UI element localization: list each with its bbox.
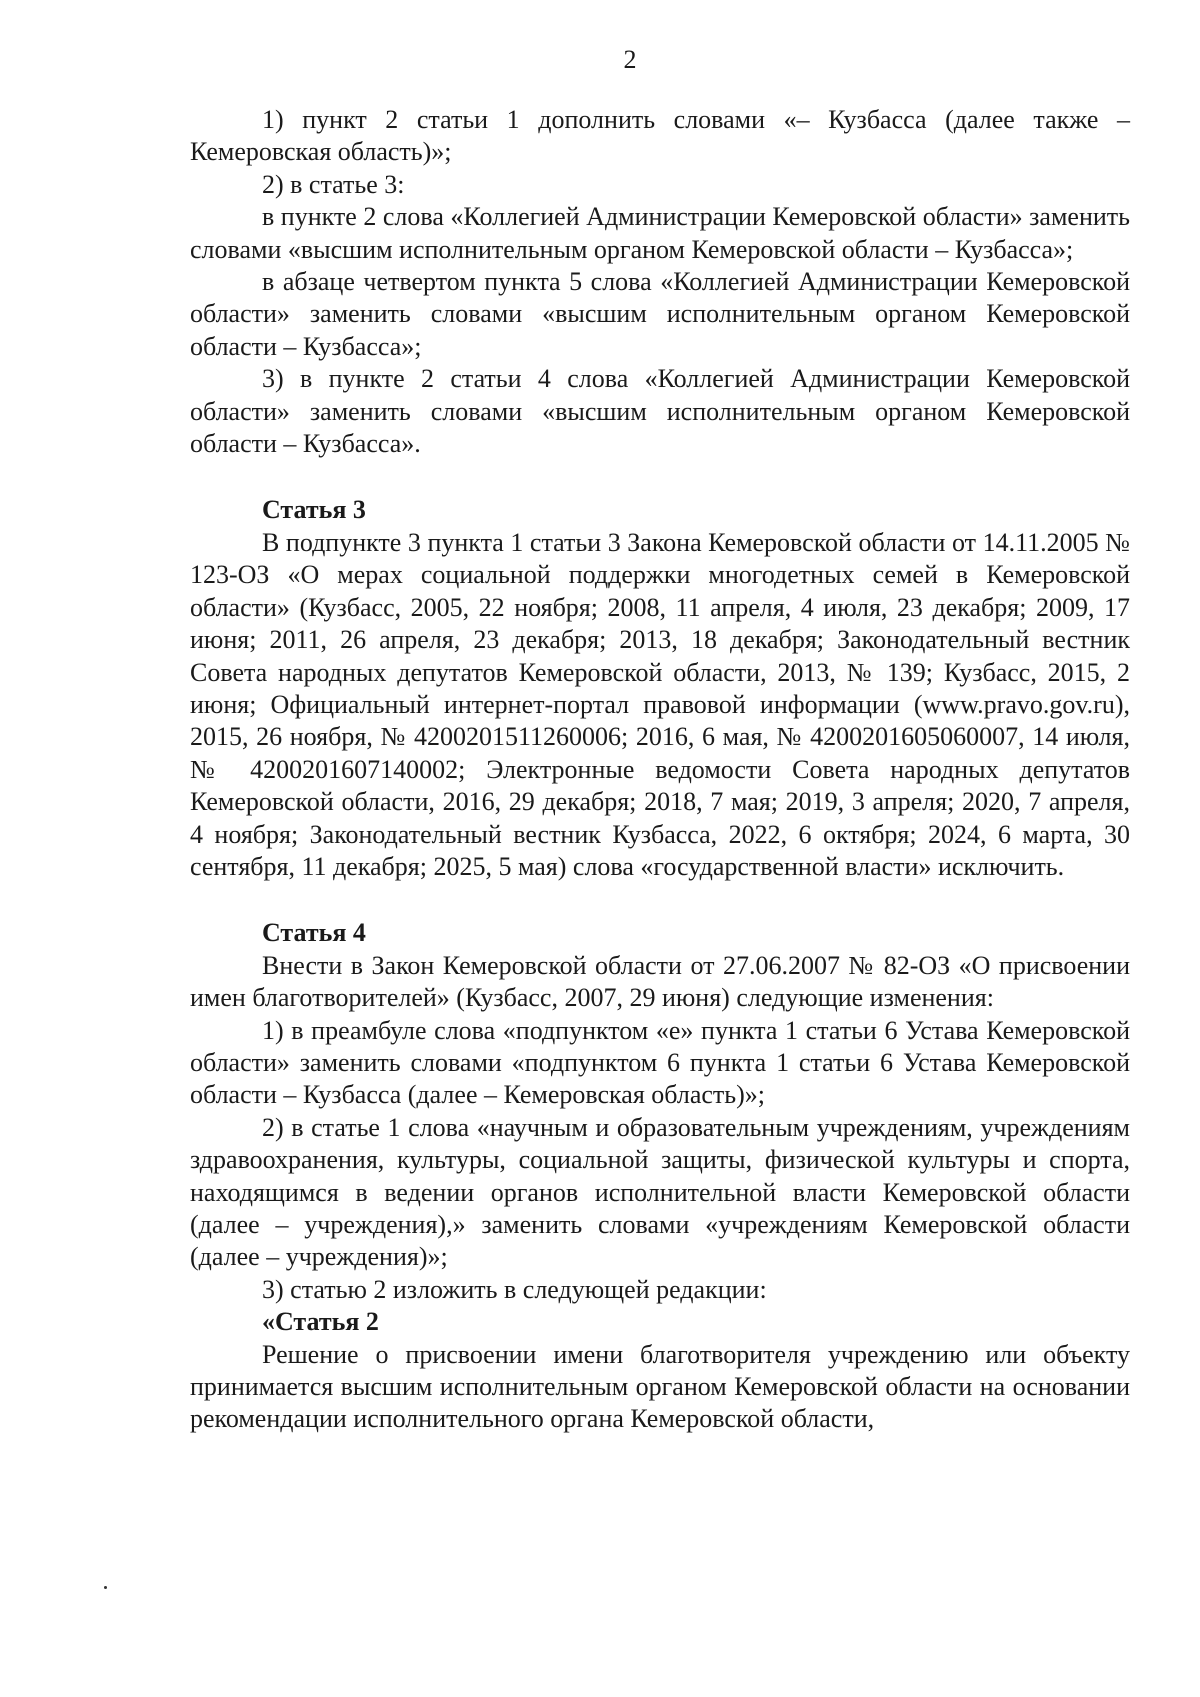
- paragraph: 2) в статье 1 слова «научным и образовательным учреждениям, учреждениям здравоохранения, культуры, социальной защиты, физической культуры и спорта, находящимся в ведении органов исполнительной власти Кемеровской области (далее – учреждения),» заменить словами «учреждениям Кемеровской области (далее – учреждения)»;: [190, 1112, 1130, 1272]
- paragraph: Внести в Закон Кемеровской области от 27.06.2007 № 82-ОЗ «О присвоении имен благотворителей» (Кузбасс, 2007, 29 июня) следующие изменения:: [190, 950, 1130, 1013]
- scan-speck: [104, 1586, 107, 1589]
- page-number: 2: [623, 45, 637, 74]
- paragraph: В подпункте 3 пункта 1 статьи 3 Закона Кемеровской области от 14.11.2005 № 123-ОЗ «О мерах социальной поддержки многодетных семей в Кемеровской области» (Кузбасс, 2005, 22 ноября; 2008, 11 апреля, 4 июля, 23 декабря; 2009, 17 июня; 2011, 26 апреля, 23 декабря; 2013, 18 декабря; Законодательный вестник Совета народных депутатов Кемеровской области, 2013, № 139; Кузбасс, 2015, 2 июня; Официальный интернет-портал правовой информации (www.pravo.gov.ru), 2015, 26 ноября, № 4200201511260006; 2016, 6 мая, № 4200201605060007, 14 июля, № 4200201607140002; Электронные ведомости Совета народных депутатов Кемеровской области, 2016, 29 декабря; 2018, 7 мая; 2019, 3 апреля; 2020, 7 апреля, 4 ноября; Законодательный вестник Кузбасса, 2022, 6 октября; 2024, 6 марта, 30 сентября, 11 декабря; 2025, 5 мая) слова «государственной власти» исключить.: [190, 527, 1130, 881]
- paragraph: 2) в статье 3:: [262, 169, 405, 199]
- paragraph: в абзаце четвертом пункта 5 слова «Коллегией Администрации Кемеровской области» заменить словами «высшим исполнительным органом Кемеровской области – Кузбасса»;: [190, 267, 1130, 361]
- article-heading: «Статья 2: [262, 1307, 379, 1337]
- paragraph: 3) статью 2 изложить в следующей редакции:: [262, 1274, 767, 1304]
- paragraph-gap: [190, 460, 1130, 494]
- paragraph: Решение о присвоении имени благотворителя учреждению или объекту принимается высшим исполнительным органом Кемеровской области на основании рекомендации исполнительного органа Кемеровской области,: [190, 1339, 1130, 1434]
- paragraph: в пункте 2 слова «Коллегией Администрации Кемеровской области» заменить словами «высшим исполнительным органом Кемеровской области – Кузбасса»;: [190, 202, 1130, 264]
- paragraph: 1) в преамбуле слова «подпунктом «е» пункта 1 статьи 6 Устава Кемеровской области» заменить словами «подпунктом 6 пункта 1 статьи 6 Устава Кемеровской области – Кузбасса (далее – Кемеровская область)»;: [190, 1015, 1130, 1110]
- paragraph: 3) в пункте 2 статьи 4 слова «Коллегией Администрации Кемеровской области» заменить словами «высшим исполнительным органом Кемеровской области – Кузбасса».: [190, 364, 1130, 459]
- article-heading: Статья 4: [262, 918, 366, 948]
- paragraph-gap: [190, 883, 1130, 917]
- paragraph: 1) пункт 2 статьи 1 дополнить словами «– Кузбасса (далее также – Кемеровская область)»;: [190, 105, 1130, 167]
- document-body: [190, 104, 1130, 1436]
- article-heading: Статья 3: [262, 495, 366, 525]
